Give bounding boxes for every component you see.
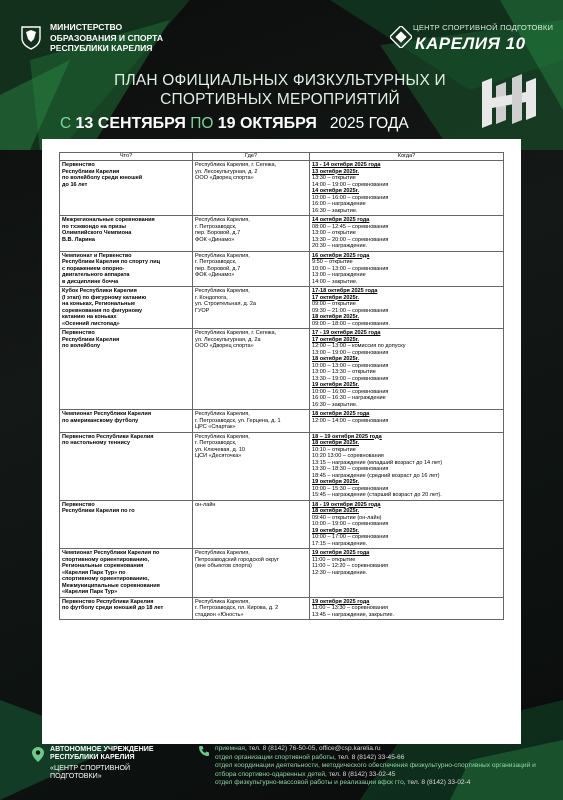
event-venue	[193, 410, 310, 433]
event-name-line: в дисциплине бочча	[62, 278, 119, 285]
schedule-time: 14:00 – 19:00 – соревнования	[312, 181, 389, 188]
footer-org-name	[50, 764, 130, 781]
column-header-what: Что?	[60, 153, 193, 161]
event-schedule	[310, 500, 504, 549]
event-venue-line: Республика Карелия,	[195, 598, 250, 605]
footer-org-line: РЕСПУБЛИКИ КАРЕЛИЯ	[50, 753, 135, 762]
schedule-date: 18 октября 2025г.	[312, 440, 359, 446]
event-venue-line: Петрозаводский городской округ	[195, 556, 279, 563]
footer-contacts	[215, 745, 555, 788]
schedule-date: 13 - 14 октября 2025 года	[312, 162, 381, 168]
event-venue-line: ФОК «Динамо»	[195, 272, 235, 278]
footer-org-name-line: ПОДГОТОВКИ»	[50, 772, 102, 781]
schedule-time: 13:00 – 13:30 – открытие	[312, 369, 376, 375]
date-range	[60, 115, 409, 133]
event-venue-line: ООО «Дворец спорта»	[195, 343, 254, 349]
schedule-time: 11:00 – открытие	[312, 556, 356, 563]
schedule-time: 10:10 – открытие	[312, 446, 356, 453]
event-schedule	[310, 329, 504, 410]
schedule-date: 16 октября 2025 года	[312, 252, 370, 259]
schedule-date: 18 - 19 октября 2025 года	[312, 501, 381, 508]
event-venue-line: ул. Лесокультурная, д. 2а	[195, 336, 261, 343]
event-venue-line: ул. Строительная, д. 2а	[195, 301, 257, 307]
event-name-line: Олимпийского Чемпиона	[62, 230, 132, 236]
schedule-date: 14 октября 2025г.	[312, 188, 359, 194]
event-name-line: Межмуниципальные соревнования	[62, 582, 160, 589]
event-schedule	[310, 251, 504, 287]
contact-line	[215, 754, 555, 763]
schedule-time: 20:30 – награждение.	[312, 243, 368, 249]
event-name-line: Чемпионат и Первенство	[62, 252, 132, 259]
schedule-date: 13 октября 2025г.	[312, 168, 359, 175]
event-schedule	[310, 597, 504, 620]
schedule-time: 09:00 – открытие	[312, 301, 356, 307]
schedule-time: 13:30 – 18:30 – соревнования	[312, 466, 389, 472]
table-row	[60, 251, 504, 287]
ministry-name	[50, 22, 163, 54]
contact-label: приемная	[215, 745, 246, 752]
schedule-time: 10:00 – 13:00 – соревнования	[312, 362, 389, 369]
event-venue	[193, 549, 310, 598]
schedule-date: 17-18 октября 2025 года	[312, 288, 378, 294]
sport-emblem-icon	[478, 72, 540, 130]
schedule-time: 11:00 – 13:30 – соревнования	[312, 605, 389, 611]
event-name-line: соревнования по фигурному	[62, 307, 143, 314]
title-line: ПЛАН ОФИЦИАЛЬНЫХ ФИЗКУЛЬТУРНЫХ И	[114, 72, 446, 89]
event-venue-line: стадион «Юность»	[195, 611, 244, 618]
event-name	[60, 251, 193, 287]
event-name-line: по волейболу	[62, 343, 101, 349]
schedule-time: 18:45 – награждение (средний возраст до 16 лет)	[312, 472, 440, 479]
schedule-time: 13:30 – открытие	[312, 175, 356, 181]
schedule-time: 9:50 – открытие	[312, 259, 353, 265]
event-venue-line: ФОК «Динамо»	[195, 236, 235, 243]
event-venue-line: он-лайн	[195, 501, 216, 508]
schedule-time: 13:30 – 20:00 – соревнования	[312, 236, 389, 243]
event-name-line: спортивному ориентированию,	[62, 576, 149, 582]
schedule-time: 13:15 – награждение (младший возраст до 14 лет)	[312, 459, 443, 466]
event-name-line: до 16 лет	[62, 181, 88, 188]
event-name	[60, 597, 193, 620]
schedule-time: 09:00 – 18:00 – соревнования.	[312, 320, 390, 327]
event-venue-line: г. Петрозаводск, ул. Герцена, д. 1	[195, 417, 281, 424]
phone-icon	[198, 745, 210, 757]
table-body	[60, 161, 504, 620]
event-venue-line: г. Кондопога,	[195, 294, 228, 301]
table-row	[60, 329, 504, 410]
event-name	[60, 410, 193, 433]
table-row	[60, 216, 504, 252]
schedule-time: 10:00 – 16:00 – соревнования	[312, 388, 389, 395]
event-venue-line: Республика Карелия, г. Сегежа,	[195, 330, 277, 336]
schedule-time: 11:00 – 12:20 – соревнования	[312, 563, 389, 569]
schedule-table	[59, 152, 504, 620]
table-row	[60, 549, 504, 598]
event-name	[60, 549, 193, 598]
event-venue-line: пер. Боровой, д.7	[195, 265, 241, 272]
page-title	[95, 71, 465, 109]
event-venue	[193, 432, 310, 500]
contact-value: , тел. 8 (8142) 76-50-05, office@csp.karelia.ru	[245, 745, 381, 752]
footer-org-name-line: «ЦЕНТР СПОРТИВНОЙ	[50, 764, 131, 772]
schedule-date: 18 октября 2025 года	[312, 411, 370, 417]
footer-org-line: АВТОНОМНОЕ УЧРЕЖДЕНИЕ	[50, 745, 154, 753]
event-venue-line: Республика Карелия,	[195, 550, 250, 556]
schedule-date: 18 октября 2025г.	[312, 356, 359, 362]
event-venue-line: г. Петрозаводск,	[195, 440, 237, 446]
event-venue	[193, 287, 310, 329]
contact-value: , тел. 8 (8142) 33-02-4	[403, 779, 471, 786]
coat-of-arms-icon	[18, 24, 44, 50]
event-schedule	[310, 216, 504, 252]
event-name-line: «Осенний листопад»	[62, 320, 120, 327]
schedule-date: 17 - 19 октября 2025 года	[312, 330, 381, 336]
event-name-line: Первенство Республики Карелия	[62, 598, 154, 605]
schedule-time: 12:30 – награждение.	[312, 569, 368, 576]
schedule-time: 16:00 – 16:30 – награждение	[312, 395, 386, 401]
event-schedule	[310, 410, 504, 433]
schedule-time: 10:00 – 19:00 – соревнования	[312, 521, 389, 527]
year-label: 2025 ГОДА	[329, 115, 409, 132]
event-venue-line: ООО «Дворец спорта»	[195, 175, 254, 181]
event-name-line: двигательного аппарата	[62, 272, 130, 278]
event-name-line: с поражением опорно-	[62, 265, 125, 272]
schedule-time: 10:00 – 17:00 – соревнования	[312, 534, 389, 540]
schedule-date: 19 октября 2025г.	[312, 382, 359, 388]
schedule-time: 15:45 – награждение (старший возраст до 20 лет).	[312, 492, 442, 498]
event-name-line: Региональные соревнования	[62, 563, 144, 569]
event-venue-line: Республика Карелия,	[195, 411, 250, 417]
event-name-line: Первенство	[62, 501, 95, 508]
event-name-line: (I этап) по фигурному катанию	[62, 294, 147, 301]
event-name	[60, 161, 193, 216]
event-name	[60, 329, 193, 410]
event-venue-line: г. Петрозаводск, пл. Кирова, д. 2	[195, 605, 279, 611]
contact-label: отдел координации деятельности, методического обеспечения физкультурно-спортивных организаций и отбора спортивно-одаренных детей	[215, 762, 536, 778]
event-name	[60, 432, 193, 500]
contact-line	[215, 779, 555, 788]
event-venue-line: ул. Лесокультурная, д. 2	[195, 168, 258, 175]
event-name-line: Межрегиональные соревнования	[62, 217, 155, 223]
schedule-date: 17 октября 2025г.	[312, 336, 359, 343]
event-name-line: по американскому футболу	[62, 417, 139, 424]
schedule-time: 12:00 – 13:00 – комиссия по допуску	[312, 343, 406, 349]
event-name-line: «Карелия Парк Тур» по	[62, 569, 126, 576]
schedule-time: 16:30 – закрытие.	[312, 207, 358, 214]
event-name-line: по волейболу среди юношей	[62, 175, 143, 181]
schedule-date: 17 октября 2025г.	[312, 294, 359, 301]
column-header-when: Когда?	[310, 153, 504, 161]
schedule-date: 19 октября 2025 года	[312, 598, 370, 605]
event-name-line: В.В. Ларина	[62, 236, 95, 243]
csp-logo-icon	[390, 26, 412, 48]
karelia-logo-text: КАРЕЛИЯ 10	[415, 34, 526, 53]
contact-line	[215, 762, 555, 779]
event-venue-line: г. Петрозаводск,	[195, 223, 237, 230]
event-name-line: Республики Карелия	[62, 168, 120, 175]
table-row	[60, 410, 504, 433]
event-venue-line: ЦРС «Спартак»	[195, 424, 236, 430]
schedule-time: 13:00 – награждение	[312, 272, 366, 278]
event-venue-line: Республика Карелия,	[195, 217, 250, 223]
event-venue	[193, 161, 310, 216]
table-row	[60, 597, 504, 620]
schedule-time: 14:00 – закрытие.	[312, 278, 358, 285]
event-venue-line: ул. Ключевая, д. 10	[195, 446, 245, 453]
schedule-date: 19 октября 2025г.	[312, 479, 359, 485]
schedule-time: 17:15 – награждение.	[312, 540, 368, 547]
event-name-line: Чемпионат Республики Карелия	[62, 411, 152, 417]
schedule-time: 16:00 – награждение	[312, 201, 366, 207]
event-venue	[193, 216, 310, 252]
schedule-date: 18 – 19 октября 2025 года	[312, 433, 382, 440]
schedule-date: 18 октября 2025г.	[312, 508, 359, 514]
column-header-where: Где?	[193, 153, 310, 161]
contact-line	[215, 745, 555, 754]
schedule-date: 19 октября 2025г.	[312, 527, 359, 534]
event-name-line: Первенство Республики Карелия	[62, 433, 154, 440]
schedule-time: 13:00 – открытие	[312, 230, 356, 236]
schedule-time: 13:30 – 19:00 – соревнования	[312, 375, 389, 382]
event-name-line: Чемпионат Республики Карелия по	[62, 550, 160, 556]
footer-org-type	[50, 745, 154, 762]
schedule-date: 14 октября 2025 года	[312, 217, 370, 223]
event-name-line: Республики Карелия по го	[62, 508, 135, 514]
schedule-date: 18 октября 2025г.	[312, 314, 359, 320]
ministry-line: МИНИСТЕРСТВО	[50, 22, 123, 32]
schedule-time: 16:30 – закрытие.	[312, 401, 358, 408]
from-date: 13 СЕНТЯБРЯ	[75, 115, 186, 132]
ministry-line: ОБРАЗОВАНИЯ И СПОРТА	[50, 32, 164, 43]
schedule-time: 13:00 – 19:00 – соревнования	[312, 349, 389, 356]
to-date: 19 ОКТЯБРЯ	[217, 115, 317, 132]
schedule-time: 08:00 – 12:45 – соревнования	[312, 223, 389, 230]
event-venue-line: Республика Карелия,	[195, 433, 250, 440]
table-row	[60, 500, 504, 549]
schedule-time: 09:30 – 21:00 – соревнования	[312, 307, 389, 314]
event-name-line: Первенство	[62, 330, 95, 336]
table-header-row	[60, 153, 504, 161]
schedule-time: 10:00 – 13:00 – соревнования	[312, 265, 389, 272]
event-name	[60, 500, 193, 549]
event-venue-line: Республика Карелия, г. Сегежа,	[195, 162, 277, 168]
location-pin-icon	[32, 747, 44, 762]
schedule-time: 09:40 – открытие (он-лайн)	[312, 514, 382, 521]
event-venue-line: пер. Боровой, д.7	[195, 230, 241, 236]
table-row	[60, 432, 504, 500]
event-name-line: спортивному ориентированию,	[62, 556, 149, 563]
contact-label: отдел физкультурно-массовой работы и реализации вфск гто	[215, 779, 404, 786]
event-name-line: «Карелия Парк Тур»	[62, 589, 118, 595]
event-venue	[193, 329, 310, 410]
table-row	[60, 287, 504, 329]
event-schedule	[310, 432, 504, 500]
event-venue-line: ЦСИ «Десяточка»	[195, 453, 242, 459]
event-schedule	[310, 161, 504, 216]
schedule-time: 10:00 – 16:00 – соревнования	[312, 194, 389, 201]
event-schedule	[310, 549, 504, 598]
event-name-line: Республики Карелия по спорту лиц	[62, 259, 161, 265]
event-venue	[193, 251, 310, 287]
from-word: С	[60, 115, 72, 132]
schedule-time: 10:00 – 15:30 – соревнования	[312, 485, 389, 492]
event-name-line: Первенство	[62, 162, 95, 168]
ministry-line: РЕСПУБЛИКИ КАРЕЛИЯ	[50, 43, 153, 53]
event-name	[60, 216, 193, 252]
event-name-line: по тхэквондо на призы	[62, 223, 126, 230]
to-word: ПО	[190, 115, 214, 132]
contact-label: отдел организации спортивной работы	[215, 753, 335, 761]
event-name	[60, 287, 193, 329]
event-schedule	[310, 287, 504, 329]
event-venue-line: г. Петрозаводск,	[195, 259, 237, 265]
csp-name: ЦЕНТР СПОРТИВНОЙ ПОДГОТОВКИ	[413, 23, 554, 32]
event-venue	[193, 597, 310, 620]
event-venue-line: ГУОР	[195, 307, 210, 314]
event-name-line: Республики Карелия	[62, 336, 120, 343]
event-name-line: на коньках, Региональные	[62, 301, 136, 307]
event-venue-line: Республика Карелия,	[195, 252, 250, 259]
schedule-time: 13:45 – награждение, закрытие.	[312, 611, 395, 618]
schedule-time: 12:00 – 14:00 – соревнования	[312, 417, 389, 424]
event-venue	[193, 500, 310, 549]
event-venue-line: (вне объектов спорта)	[195, 563, 252, 569]
contact-value: , тел. 8 (8142) 33-02-45	[325, 770, 396, 778]
event-venue-line: Республика Карелия,	[195, 288, 250, 294]
table-row	[60, 161, 504, 216]
event-name-line: Кубок Республики Карелия	[62, 288, 137, 294]
event-name-line: по настольному теннису	[62, 440, 131, 446]
title-line: СПОРТИВНЫХ МЕРОПРИЯТИЙ	[160, 91, 400, 108]
schedule-time: 10:20 13:00 – соревнования	[312, 453, 384, 459]
contact-value: , тел. 8 (8142) 33-45-66	[334, 753, 405, 761]
event-name-line: по футболу среди юношей до 18 лет	[62, 605, 164, 611]
event-name-line: катанию на коньках	[62, 314, 117, 320]
schedule-sheet	[42, 139, 521, 744]
schedule-date: 19 октября 2025 года	[312, 550, 370, 556]
